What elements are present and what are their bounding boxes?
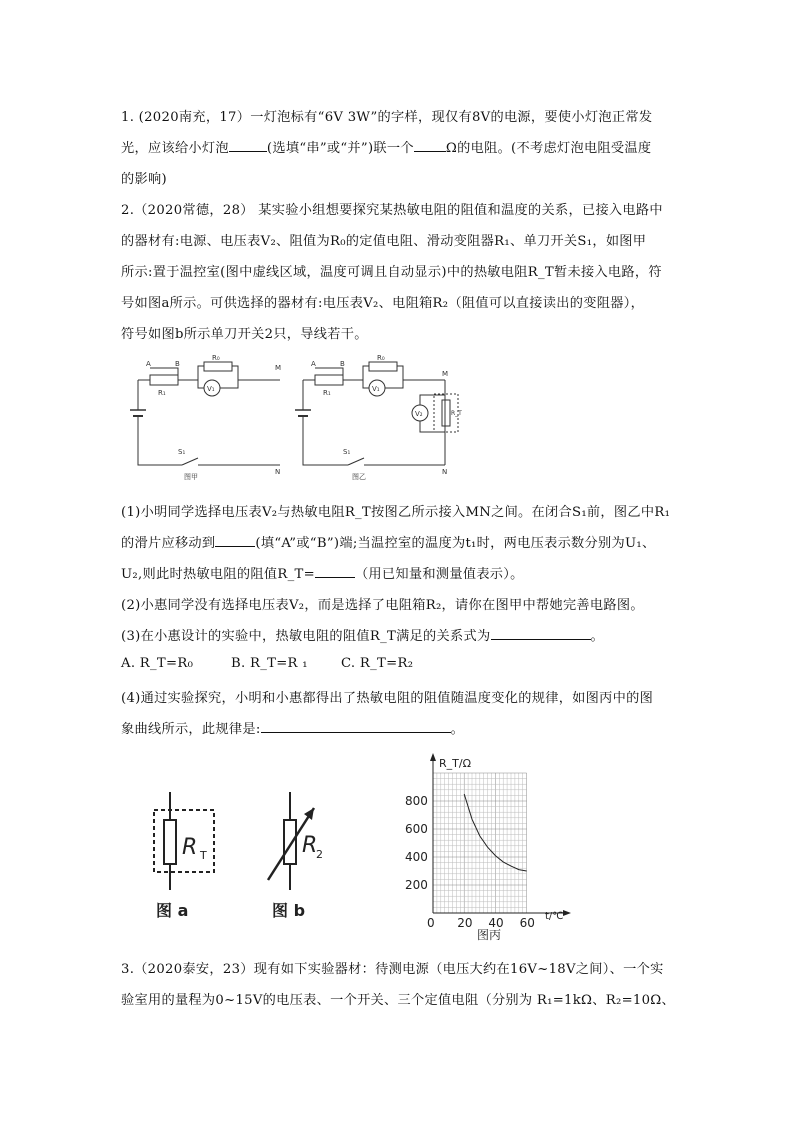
q1-line-2 bbox=[121, 137, 651, 156]
q2-part4-line-1: (4)通过实验探究，小明和小惠都得出了热敏电阻的阻值随温度变化的规律，如图丙中的图 bbox=[121, 691, 654, 706]
q2-part1-line-3 bbox=[121, 563, 524, 582]
caption-jia: 图甲 bbox=[184, 473, 198, 480]
q2-part1-line-2 bbox=[121, 532, 656, 551]
label-n: N bbox=[442, 468, 448, 476]
label-r0: R₀ bbox=[212, 354, 220, 362]
q2-line-3: 所示:置于温控室(图中虚线区域，温度可调且自动显示)中的热敏电阻R_T暂未接入电路，符 bbox=[121, 265, 662, 280]
answer-blank[interactable] bbox=[491, 627, 591, 640]
rt-temperature-chart bbox=[395, 745, 585, 945]
label-v1: V₁ bbox=[372, 385, 380, 393]
r2-symbol-sub: 2 bbox=[316, 848, 323, 861]
q2-part1-line-1: (1)小明同学选择电压表V₂与热敏电阻R_T按图乙所示接入MN之间。在闭合S₁前，图乙中R₁ bbox=[121, 505, 671, 520]
chart-grid bbox=[433, 773, 527, 913]
q2-text: 。 bbox=[450, 722, 465, 737]
caption-b: 图 b bbox=[272, 901, 306, 920]
y-axis-arrow bbox=[430, 753, 436, 761]
label-rt: R_T bbox=[451, 410, 462, 417]
q2-options bbox=[121, 656, 413, 671]
label-n: N bbox=[275, 468, 281, 476]
circuit-diagrams bbox=[120, 350, 470, 480]
y-tick-label: 800 bbox=[405, 794, 428, 808]
x-tick-label: 0 bbox=[427, 916, 435, 930]
q2-text: 的滑片应移动到 bbox=[121, 536, 216, 551]
label-v1: V₁ bbox=[207, 385, 215, 393]
caption-bing: 图丙 bbox=[477, 928, 502, 942]
figure-a bbox=[148, 790, 228, 920]
q2-part3 bbox=[121, 625, 604, 644]
q2-line-2: 的器材有:电源、电压表V₂、阻值为R₀的定值电阻、滑动变阻器R₁、单刀开关S₁，如图甲 bbox=[121, 234, 647, 249]
label-s1: S₁ bbox=[343, 448, 351, 456]
rt-symbol-label: R bbox=[182, 835, 198, 860]
y-tick-label: 400 bbox=[405, 850, 428, 864]
q1-line-3: 的影响) bbox=[121, 172, 167, 187]
r2-symbol-label: R bbox=[302, 833, 318, 858]
q2-line-4: 号如图a所示。可供选择的器材有:电压表V₂、电阻箱R₂（阻值可以直接读出的变阻器）， bbox=[121, 296, 645, 311]
q2-part4-line-2 bbox=[121, 718, 464, 737]
answer-blank[interactable] bbox=[229, 139, 267, 152]
q1-text: (选填“串”或“并”)联一个 bbox=[266, 141, 414, 156]
option-a: A. R_T=R₀ bbox=[121, 656, 194, 671]
q2-text: 。 bbox=[590, 629, 604, 644]
option-b: B. R_T=R ₁ bbox=[231, 656, 308, 671]
answer-blank[interactable] bbox=[315, 565, 355, 578]
x-tick-label: 20 bbox=[457, 916, 473, 930]
chart-ticks bbox=[405, 794, 535, 930]
q2-text: 象曲线所示，此规律是: bbox=[121, 722, 261, 737]
label-r1: R₁ bbox=[158, 389, 166, 397]
q2-line-1: 2.（2020常德，28） 某实验小组想要探究某热敏电阻的阻值和温度的关系，已接入电路中 bbox=[121, 203, 663, 218]
label-r1: R₁ bbox=[323, 389, 331, 397]
caption-a: 图 a bbox=[156, 901, 189, 920]
x-axis-label: t/℃ bbox=[545, 911, 564, 922]
q2-text: （用已知量和测量值表示）。 bbox=[354, 567, 524, 582]
label-r0: R₀ bbox=[377, 354, 385, 362]
q2-text: (填“A”或“B”)端;当温控室的温度为t₁时，两电压表示数分别为U₁、 bbox=[255, 536, 656, 551]
label-a: A bbox=[146, 360, 151, 368]
label-m: M bbox=[442, 370, 449, 378]
q2-text: U₂,则此时热敏电阻的阻值R_T= bbox=[121, 567, 315, 582]
y-tick-label: 600 bbox=[405, 822, 428, 836]
x-axis-arrow bbox=[563, 910, 571, 916]
q2-part2: (2)小惠同学没有选择电压表V₂，而是选择了电阻箱R₂，请你在图甲中帮她完善电路图。 bbox=[121, 598, 644, 613]
answer-blank[interactable] bbox=[414, 139, 446, 152]
y-axis-label: R_T/Ω bbox=[439, 757, 471, 770]
label-b: B bbox=[340, 360, 345, 368]
y-tick-label: 200 bbox=[405, 878, 428, 892]
q1-text: Ω的电阻。(不考虑灯泡电阻受温度 bbox=[445, 141, 652, 156]
label-v2: V₂ bbox=[415, 410, 423, 418]
q3-line-2: 验室用的量程为0~15V的电压表、一个开关、三个定值电阻（分别为 R₁=1kΩ、R₂=10Ω、 bbox=[121, 993, 676, 1008]
label-a: A bbox=[311, 360, 316, 368]
answer-blank[interactable] bbox=[261, 720, 451, 733]
caption-yi: 图乙 bbox=[352, 473, 366, 480]
q1-text: 光，应该给小灯泡 bbox=[121, 141, 229, 156]
label-b: B bbox=[175, 360, 180, 368]
x-tick-label: 60 bbox=[519, 916, 535, 930]
option-c: C. R_T=R₂ bbox=[341, 656, 414, 671]
figure-b bbox=[262, 790, 342, 920]
q2-text: (3)在小惠设计的实验中，热敏电阻的阻值R_T满足的关系式为 bbox=[121, 629, 491, 644]
q1-line-1: 1. (2020南充，17）一灯泡标有“6V 3W”的字样，现仅有8V的电源，要使小灯泡正常发 bbox=[121, 110, 653, 125]
q2-line-5: 符号如图b所示单刀开关2只，导线若干。 bbox=[121, 327, 368, 342]
x-tick-label: 40 bbox=[488, 916, 504, 930]
q3-line-1: 3.（2020泰安，23）现有如下实验器材：待测电源（电压大约在16V~18V之间）、一个实 bbox=[121, 962, 664, 977]
answer-blank[interactable] bbox=[215, 534, 255, 547]
label-s1: S₁ bbox=[178, 448, 186, 456]
rt-symbol-sub: T bbox=[200, 849, 207, 862]
label-m: M bbox=[275, 364, 282, 372]
